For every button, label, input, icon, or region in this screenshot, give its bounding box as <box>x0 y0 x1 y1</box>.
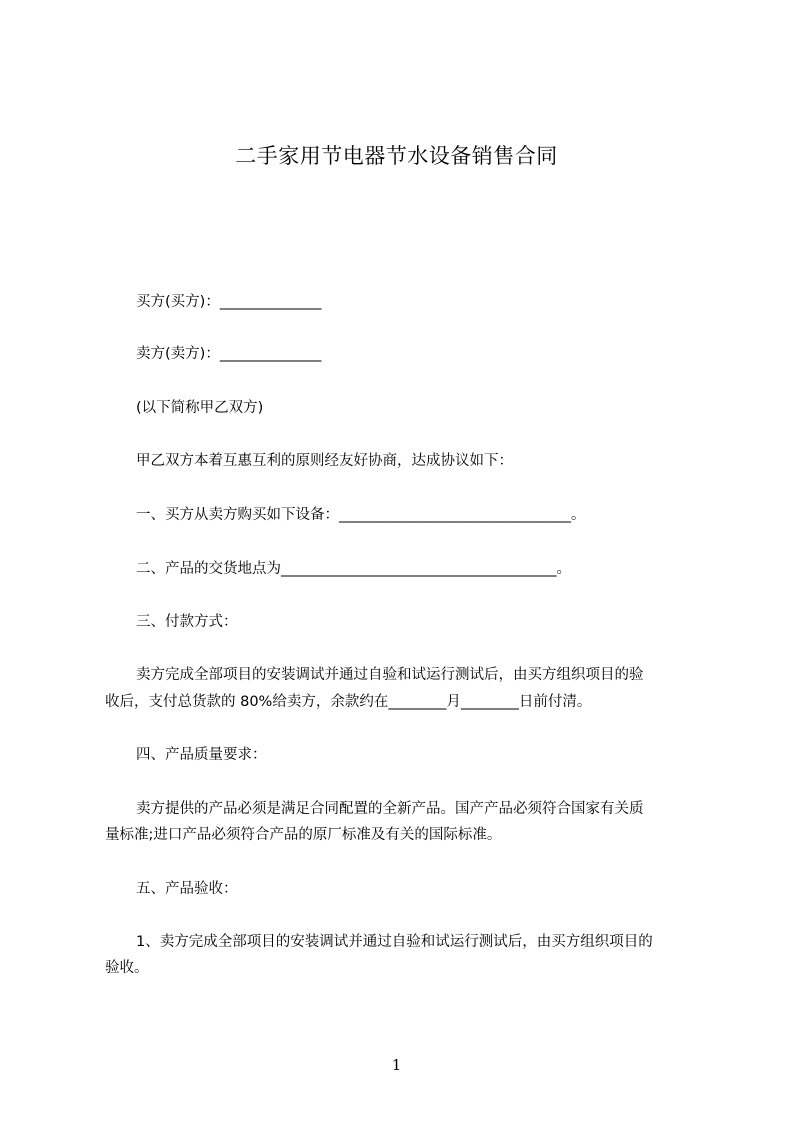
clause-4-paragraph-line-1: 卖方提供的产品必须是满足合同配置的全新产品。国产产品必须符合国家有关质 <box>136 801 644 817</box>
document-title: 二手家用节电器节水设备销售合同 <box>235 144 558 168</box>
clause-5-paragraph-line-2: 验收。 <box>105 960 149 976</box>
clause-5-paragraph-line-1: 1、卖方完成全部项目的安装调试并通过自验和试运行测试后，由买方组织项目的 <box>136 934 653 950</box>
page-number: 1 <box>391 1056 402 1074</box>
clause-4-paragraph-line-2: 量标准;进口产品必须符合产品的原厂标准及有关的国际标准。 <box>105 827 502 843</box>
clause-4-heading: 四、产品质量要求： <box>136 747 267 763</box>
agreement-line: 甲乙双方本着互惠互利的原则经友好协商，达成协议如下： <box>136 453 513 469</box>
clause-3-heading: 三、付款方式： <box>136 614 238 630</box>
abbreviation-line: (以下简称甲乙双方) <box>136 400 264 416</box>
clause-3-paragraph-line-2: 收后，支付总货款的 80%给卖方，余款约在________月________日前付清。 <box>105 694 592 710</box>
clause-5-heading: 五、产品验收： <box>136 881 238 897</box>
buyer-line: 买方(买方)：______________ <box>136 294 322 310</box>
clause-1: 一、买方从卖方购买如下设备：________________________________。 <box>136 507 586 523</box>
seller-line: 卖方(卖方)：______________ <box>136 346 322 362</box>
clause-2: 二、产品的交货地点为______________________________________。 <box>136 561 571 577</box>
clause-3-paragraph-line-1: 卖方完成全部项目的安装调试并通过自验和试运行测试后，由买方组织项目的验 <box>136 667 644 683</box>
